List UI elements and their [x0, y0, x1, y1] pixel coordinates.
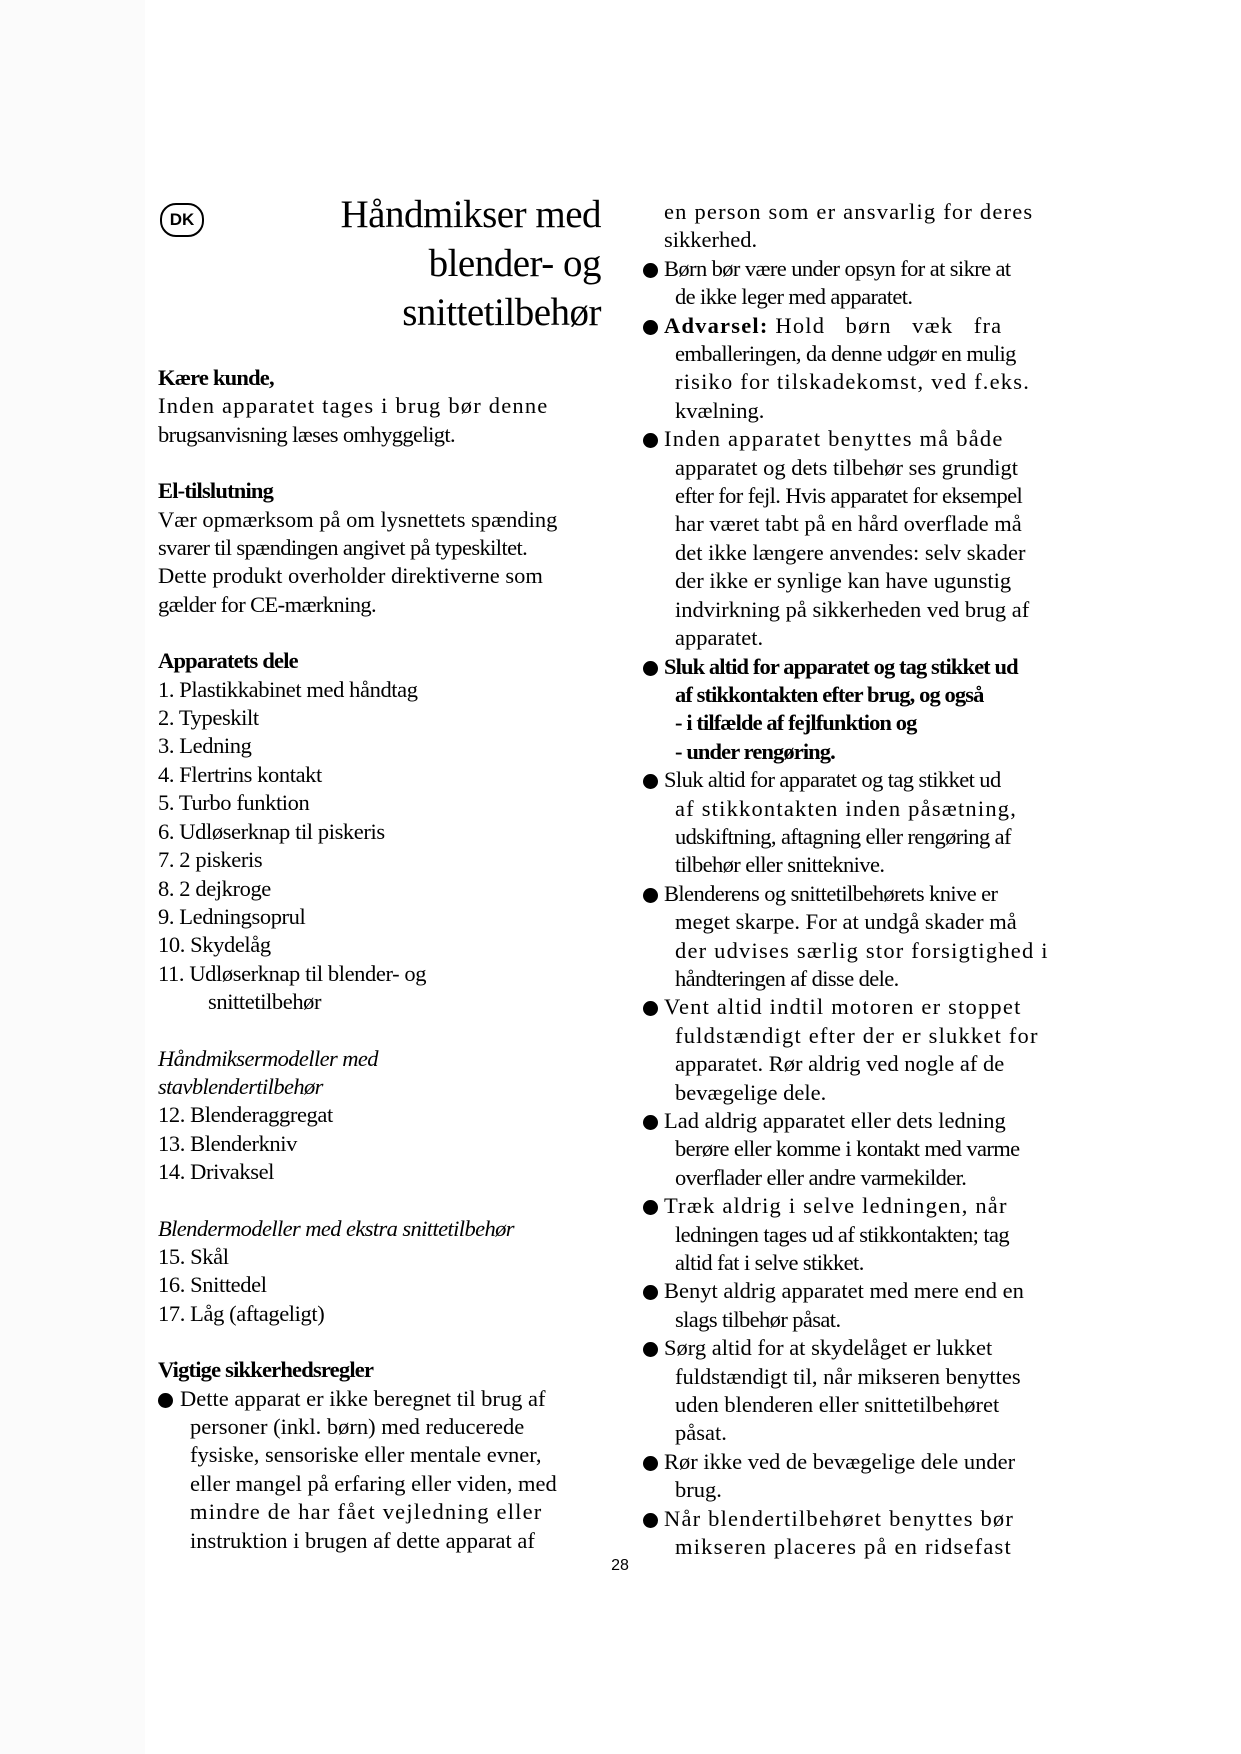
bullet-line: kvælning. [675, 397, 765, 423]
bullet-line: apparatet og dets tilbehør ses grundigt [675, 454, 1019, 480]
electric-line-1: Vær opmærksom på om lysnettets spænding [158, 506, 558, 532]
bullet-line: tilbehør eller snitteknive. [675, 852, 885, 878]
list-item: 13. Blenderkniv [158, 1130, 297, 1156]
bullet-first-line: Sluk altid for apparatet og tag stikket ud [664, 653, 1018, 679]
bullet-first-line: Rør ikke ved de bevægelige dele under [664, 1448, 1016, 1474]
warning-label: Advarsel: [664, 312, 769, 338]
bullet-line: meget skarpe. For at undgå skader må [675, 909, 1017, 935]
bullet-line: der udvises særlig stor forsigtighed i [675, 937, 1049, 963]
part-11-line-2: snittetilbehør [208, 989, 322, 1015]
bullet-lid [643, 1334, 1087, 1448]
list-item: 15. Skål [158, 1243, 229, 1269]
bullet-inspect [643, 425, 1087, 652]
list-item: 1. Plastikkabinet med håndtag [158, 676, 418, 702]
list-item: 12. Blenderaggregat [158, 1102, 333, 1128]
bullet-dot-icon [643, 1285, 658, 1300]
bullet-line: personer (inkl. børn) med reducerede [190, 1414, 525, 1439]
title-block [158, 190, 601, 350]
bullet-accessories [643, 1277, 1087, 1334]
bullet-line: der ikke er synlige kan have ugunstig [675, 568, 1012, 594]
parts-heading: Apparatets dele [158, 648, 298, 674]
page-number: 28 [611, 1557, 629, 1574]
greeting-line-1: Inden apparatet tages i brug bør denne [158, 393, 549, 419]
bullet-first-line: Sørg altid for at skydelåget er lukket [664, 1335, 993, 1361]
bullet-line: det ikke længere anvendes: selv skader [675, 539, 1026, 565]
bullet-line: brug. [675, 1477, 722, 1503]
electric-line-2: svarer til spændingen angivet på typeskiltet. [158, 535, 528, 561]
bullet-dot-icon [158, 1393, 173, 1408]
bullet-first-line: Når blendertilbehøret benyttes bør [664, 1505, 1015, 1531]
list-item: 17. Låg (aftageligt) [158, 1300, 325, 1326]
bullet-dot-icon [643, 1200, 658, 1215]
electric-line-4: gælder for CE-mærkning. [158, 591, 377, 617]
bullet-line: mikseren placeres på en ridsefast [675, 1534, 1012, 1560]
bullet-line: indvirkning på sikkerheden ved brug af [675, 596, 1030, 622]
bullet-line: berøre eller komme i kontakt med varme [675, 1136, 1020, 1162]
bullet-warning [643, 312, 1087, 426]
blender-models-heading-line-2: stavblendertilbehør [158, 1073, 323, 1099]
language-badge: DK [160, 203, 204, 237]
list-item: 16. Snittedel [158, 1272, 267, 1298]
bullet-dot-icon [643, 263, 658, 278]
bullet-line: håndteringen af disse dele. [675, 965, 899, 991]
bullet-children [643, 255, 1087, 312]
bullet-line: altid fat i selve stikket. [675, 1250, 864, 1276]
bullet-line: efter for fejl. Hvis apparatet for eksempel [675, 483, 1023, 509]
bullet-first-line: Vent altid indtil motoren er stoppet [664, 994, 1022, 1020]
safety-heading: Vigtige sikkerhedsregler [158, 1357, 374, 1383]
part-11-line-1: 11. Udløserknap til blender- og [158, 960, 427, 986]
bullet-line: risiko for tilskadekomst, ved f.eks. [675, 369, 1031, 395]
greeting-heading: Kære kunde, [158, 365, 274, 390]
right-column [643, 198, 1087, 1562]
bullet-line: apparatet. [675, 625, 764, 651]
list-item: 4. Flertrins kontakt [158, 761, 322, 787]
electric-line-3: Dette produkt overholder direktiverne som [158, 563, 543, 589]
bullet-first-line: Dette apparat er ikke beregnet til brug af [180, 1385, 546, 1411]
bullet-first-line: Inden apparatet benyttes må både [664, 426, 1004, 452]
bullet-dot-icon [643, 1513, 658, 1528]
scan-shading [0, 0, 145, 1754]
bullet-line: mindre de har fået vejledning eller [190, 1499, 543, 1525]
bullet-line: fysiske, sensoriske eller mentale evner, [190, 1442, 542, 1468]
parts-list [158, 676, 601, 1017]
list-item: 14. Drivaksel [158, 1159, 275, 1185]
slicer-parts-list [158, 1243, 601, 1328]
bullet-line: af stikkontakten inden påsætning, [675, 795, 1018, 821]
bullet-dot-icon [643, 1001, 658, 1016]
list-item: 2. Typeskilt [158, 705, 259, 731]
bullet-line: udskiftning, aftagning eller rengøring af [675, 823, 1011, 849]
page-title-line-1: Håndmikser med [340, 193, 601, 236]
list-item [158, 960, 601, 1017]
bullet-line: emballeringen, da denne udgør en mulig [675, 341, 1016, 367]
slicer-models-heading: Blendermodeller med ekstra snittetilbehør [158, 1215, 514, 1241]
list-item: 5. Turbo funktion [158, 790, 310, 816]
bullet-unplug [643, 766, 1087, 880]
bullet-dot-icon [643, 320, 658, 335]
bullet-line: - i tilfælde af fejlfunktion og [675, 710, 917, 736]
blender-models-heading-line-1: Håndmiksermodeller med [158, 1045, 378, 1071]
list-item: 10. Skydelåg [158, 932, 271, 958]
list-item: 3. Ledning [158, 733, 252, 759]
bullet-line: de ikke leger med apparatet. [675, 284, 913, 310]
bullet-line: af stikkontakten efter brug, og også [675, 681, 984, 707]
bullet-motor [643, 993, 1087, 1107]
left-column [158, 190, 601, 1555]
bullet-moving-parts [643, 1448, 1087, 1505]
bullet-line: eller mangel på erfaring eller viden, med [190, 1470, 557, 1496]
bullet-line: påsat. [675, 1420, 727, 1446]
page-title-line-2: blender- og [428, 242, 601, 285]
list-item: 9. Ledningsoprul [158, 903, 306, 929]
bullet-first-line: Lad aldrig apparatet eller dets ledning [664, 1108, 1006, 1133]
bullet-heat [643, 1107, 1087, 1192]
bullet-dot-icon [643, 661, 658, 676]
bullet-dot-icon [643, 888, 658, 903]
bullet-dot-icon [643, 1115, 658, 1130]
blender-parts-list [158, 1101, 601, 1186]
bullet-line: uden blenderen eller snittetilbehøret [675, 1392, 1000, 1418]
bullet-line: instruktion i brugen af dette apparat af [190, 1527, 535, 1553]
continued-text [643, 198, 1087, 255]
bullet-first-line: Hold børn væk fra [768, 312, 1003, 338]
bullet-knives [643, 880, 1087, 994]
page-title-line-3: snittetilbehør [402, 291, 601, 334]
bullet-line: sikkerhed. [664, 227, 758, 253]
bullet-first-line: Træk aldrig i selve ledningen, når [664, 1193, 1008, 1219]
bullet-dot-icon [643, 774, 658, 789]
bullet-first-line: Blenderens og snittetilbehørets knive er [664, 880, 998, 906]
bullet-first-line: Benyt aldrig apparatet med mere end en [664, 1278, 1024, 1304]
list-item: 7. 2 piskeris [158, 847, 263, 873]
bullet-first-line: Sluk altid for apparatet og tag stikket ud [664, 767, 1001, 793]
list-item: 8. 2 dejkroge [158, 875, 271, 901]
bullet-line: har været tabt på en hård overflade må [675, 511, 1022, 537]
bullet-line: bevægelige dele. [675, 1079, 827, 1105]
bullet-unplug-bold [643, 653, 1087, 767]
bullet-dot-icon [643, 1342, 658, 1357]
safety-bullet-1 [158, 1385, 601, 1555]
bullet-line: - under rengøring. [675, 738, 835, 764]
bullet-line: fuldstændigt til, når mikseren benyttes [675, 1363, 1021, 1389]
bullet-cord [643, 1192, 1087, 1277]
greeting-line-2: brugsanvisning læses omhyggeligt. [158, 421, 456, 447]
bullet-line: en person som er ansvarlig for deres [664, 199, 1034, 224]
list-item: 6. Udløserknap til piskeris [158, 818, 385, 844]
bullet-line: apparatet. Rør aldrig ved nogle af de [675, 1051, 1005, 1077]
bullet-line: slags tilbehør påsat. [675, 1306, 841, 1332]
bullet-blender-use [643, 1505, 1087, 1562]
bullet-dot-icon [643, 433, 658, 448]
bullet-line: ledningen tages ud af stikkontakten; tag [675, 1221, 1010, 1247]
bullet-dot-icon [643, 1456, 658, 1471]
bullet-line: overflader eller andre varmekilder. [675, 1164, 967, 1190]
bullet-line: fuldstændigt efter der er slukket for [675, 1022, 1039, 1048]
electric-heading: El-tilslutning [158, 478, 274, 504]
bullet-first-line: Børn bør være under opsyn for at sikre at [664, 255, 1011, 281]
